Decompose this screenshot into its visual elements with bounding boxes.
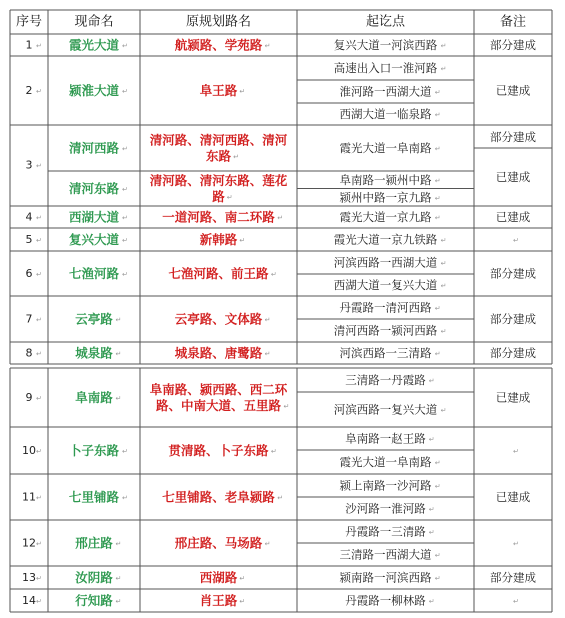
range-line: 河滨西路一西湖大道 [333,255,438,270]
original-name-mark: ↵ [239,597,246,606]
row-index: 7 [25,312,33,326]
original-name: 路 [212,189,225,204]
note-empty-mark: ↵ [513,540,519,548]
row-index-mark: ↵ [36,270,42,279]
original-name: 城泉路、唐鹭路 [174,345,263,361]
original-name: 清河路、清河西路、清河 [149,132,288,148]
row-index-mark: ↵ [36,162,42,170]
original-name: 云亭路、文体路 [174,311,263,327]
note: 部分建成 [490,312,536,326]
row-index: 2 [25,84,33,97]
header-original-name: 原规划路名 [185,14,252,30]
row-index-mark: ↵ [36,494,42,502]
current-name: 七渔河路 [68,266,120,281]
original-name-mark: ↵ [277,214,284,222]
original-name: 东路 [205,148,232,164]
row-index: 5 [25,233,33,246]
range-mark: ↵ [434,145,441,153]
row-index: 12 [22,536,36,550]
range-line: 阜南路一颍州中路 [339,172,432,187]
note-empty-mark: ↵ [513,447,519,456]
current-name-mark: ↵ [122,214,128,222]
current-name: 卜子东路 [68,443,120,458]
range-mark: ↵ [440,282,447,290]
range-line: 沙河路一淮河路 [345,501,426,516]
range-mark: ↵ [434,459,441,467]
range-mark: ↵ [434,304,441,313]
range-mark: ↵ [434,574,441,583]
note: 已建成 [495,83,531,98]
range-mark: ↵ [440,327,447,336]
range-line: 西湖大道一复兴大道 [333,278,438,292]
range-mark: ↵ [428,528,435,537]
range-line: 霞光大道一阜南路 [339,141,432,155]
original-name: 贯清路、卜子东路 [168,443,269,458]
original-name-mark: ↵ [270,270,277,279]
row-index-mark: ↵ [36,597,42,606]
range-line: 清河西路一颍河西路 [333,323,438,338]
current-name-mark: ↵ [115,574,122,583]
original-name: 路、中南大道、五里路 [155,398,282,413]
original-name-mark: ↵ [264,350,271,358]
current-name: 清河西路 [68,140,120,156]
original-name: 新韩路 [199,232,238,247]
row-index: 4 [25,210,33,224]
current-name-mark: ↵ [122,447,128,456]
note: 已建成 [495,210,531,224]
current-name-mark: ↵ [115,597,122,606]
current-name-mark: ↵ [122,42,128,50]
range-mark: ↵ [434,482,441,491]
note: 部分建成 [490,346,536,360]
range-mark: ↵ [434,551,441,560]
range-line: 颍上南路一沙河路 [339,478,432,493]
range-mark: ↵ [428,597,435,606]
range-line: 丹霞路一三清路 [345,524,426,539]
range-mark: ↵ [434,194,441,203]
range-mark: ↵ [440,42,447,50]
note: 部分建成 [490,266,536,281]
original-name: 一道河路、南二环路 [162,209,275,225]
range-line: 颍南路一河滨西路 [339,570,432,585]
range-line: 霞光大道一京九铁路 [333,232,438,247]
header-index: 序号 [15,14,43,30]
current-name: 邢庄路 [75,535,113,551]
current-name: 云亭路 [75,311,113,327]
range-line: 复兴大道一河滨西路 [333,38,438,52]
range-mark: ↵ [434,111,441,119]
current-name: 七里铺路 [68,489,120,505]
current-name-mark: ↵ [115,540,122,548]
range-line: 高速出入口一淮河路 [333,61,438,75]
row-index: 10 [22,444,36,457]
range-mark: ↵ [434,214,441,222]
current-name-mark: ↵ [122,87,128,96]
current-name: 清河东路 [68,181,120,196]
original-name-mark: ↵ [264,42,271,50]
current-name-mark: ↵ [122,236,128,245]
range-mark: ↵ [428,505,435,514]
current-name-mark: ↵ [122,494,128,502]
row-index-mark: ↵ [36,42,42,50]
row-index: 8 [25,346,33,360]
header-note: 备注 [499,14,527,30]
current-name: 霞光大道 [68,37,120,53]
note: 部分建成 [490,38,536,52]
current-name-mark: ↵ [122,270,128,279]
current-name: 颍淮大道 [68,83,120,98]
range-line: 丹霞路一柳林路 [345,593,426,608]
row-index: 3 [25,158,33,172]
range-mark: ↵ [428,377,435,385]
note-empty-mark: ↵ [513,597,519,606]
range-mark: ↵ [440,259,447,268]
note: 已建成 [495,490,531,504]
range-line: 河滨西路一复兴大道 [333,402,438,417]
range-line: 西湖大道一临泉路 [339,107,432,121]
row-index-mark: ↵ [36,316,42,324]
original-name-mark: ↵ [264,540,271,548]
original-name-mark: ↵ [277,494,284,502]
row-index: 11 [22,490,36,504]
row-index-mark: ↵ [36,447,42,456]
row-index-mark: ↵ [36,540,42,548]
current-name-mark: ↵ [122,185,128,194]
original-name: 航颍路、学苑路 [174,37,263,53]
original-name-mark: ↵ [226,193,233,202]
original-name: 邢庄路、马场路 [174,535,263,551]
range-line: 河滨西路一三清路 [339,346,432,360]
original-name-mark: ↵ [239,236,246,245]
original-name: 清河路、清河东路、莲花 [149,173,288,188]
range-line: 三清路一西湖大道 [339,547,432,562]
current-name-mark: ↵ [122,145,128,153]
row-index-mark: ↵ [36,350,42,358]
row-index: 6 [25,267,33,280]
current-name-mark: ↵ [115,350,122,358]
range-mark: ↵ [440,406,447,415]
note: 部分建成 [490,570,536,585]
current-name: 汝阴路 [75,570,113,585]
range-line: 淮河路一西湖大道 [339,84,432,99]
original-name: 肖王路 [199,593,238,608]
original-name: 阜王路 [199,83,238,98]
current-name: 阜南路 [75,390,113,405]
range-mark: ↵ [440,236,447,245]
range-line: 阜南路一赵王路 [345,431,426,446]
note: 部分建成 [490,130,536,144]
current-name: 行知路 [75,593,113,608]
row-index: 9 [25,391,33,404]
range-mark: ↵ [434,350,441,358]
original-name: 七渔河路、前王路 [168,266,269,281]
range-line: 丹霞路一清河西路 [339,300,432,315]
row-index: 13 [22,571,36,584]
row-index-mark: ↵ [36,214,42,222]
row-index-mark: ↵ [36,394,42,403]
note: 已建成 [495,390,531,405]
original-name: 西湖路 [199,570,238,585]
original-name-mark: ↵ [283,402,290,411]
original-name-mark: ↵ [264,316,271,324]
current-name: 复兴大道 [68,232,120,247]
range-mark: ↵ [434,88,441,97]
original-name-mark: ↵ [239,87,246,96]
row-index-mark: ↵ [36,574,42,583]
range-mark: ↵ [440,65,447,73]
range-line: 霞光大道一京九路 [339,210,432,224]
current-name-mark: ↵ [115,316,122,324]
row-index: 14 [22,594,36,607]
current-name: 西湖大道 [68,209,120,225]
original-name-mark: ↵ [233,153,239,161]
range-line: 三清路一丹霞路 [345,373,426,387]
current-name: 城泉路 [75,345,113,361]
row-index: 1 [25,38,33,52]
range-mark: ↵ [434,176,441,185]
row-index-mark: ↵ [36,87,42,96]
original-name: 阜南路、颍西路、西二环 [149,382,288,397]
note-empty-mark: ↵ [513,236,519,245]
original-name-mark: ↵ [270,447,277,456]
range-line: 霞光大道一阜南路 [339,455,432,469]
range-line: 颍州中路一京九路 [339,190,432,205]
header-current-name: 现命名 [74,14,114,30]
original-name: 七里铺路、老阜颍路 [162,489,275,505]
original-name-mark: ↵ [239,574,246,583]
note: 已建成 [495,170,531,184]
range-mark: ↵ [428,435,435,444]
row-index-mark: ↵ [36,236,42,245]
header-range: 起讫点 [365,14,406,30]
current-name-mark: ↵ [115,394,122,403]
